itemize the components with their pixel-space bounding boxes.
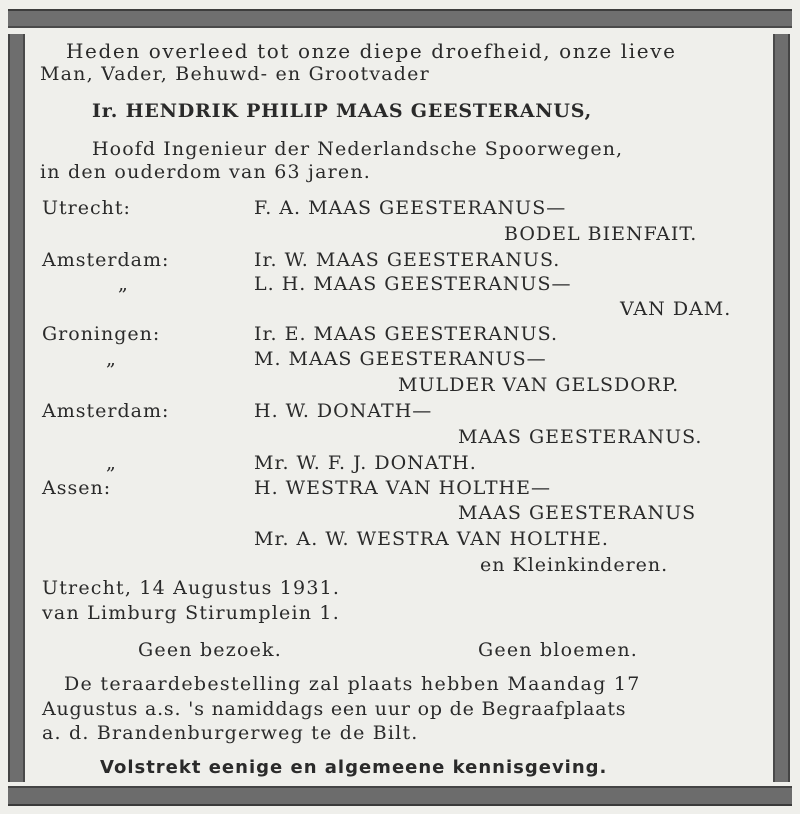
obituary-notice (28, 30, 770, 782)
closing-statement: Volstrekt eenige en algemeene kennisgeving. (100, 757, 608, 778)
relative-name: Ir. E. MAAS GEESTERANUS. (254, 323, 558, 345)
relative-name: Mr. W. F. J. DONATH. (254, 452, 477, 474)
intro-line-2: Man, Vader, Behuwd- en Grootvader (40, 63, 430, 85)
relative-place: „ (106, 348, 117, 370)
relative-name-cont: VAN DAM. (620, 298, 732, 320)
place-date: Utrecht, 14 Augustus 1931. (42, 577, 341, 599)
relative-place: Amsterdam: (42, 400, 170, 422)
relative-name-cont: BODEL BIENFAIT. (504, 223, 698, 245)
address: van Limburg Stirumplein 1. (42, 602, 340, 624)
funeral-line-1: De teraardebestelling zal plaats hebben Maandag 17 (64, 673, 641, 695)
border-top (8, 9, 792, 28)
relative-place: Utrecht: (42, 197, 131, 219)
relative-name: H. WESTRA VAN HOLTHE— (254, 477, 551, 499)
relative-name: Mr. A. W. WESTRA VAN HOLTHE. (254, 528, 609, 550)
funeral-line-2: Augustus a.s. 's namiddags een uur op de Begraafplaats (42, 698, 627, 720)
no-visit-notice: Geen bezoek. (138, 639, 282, 661)
deceased-name: Ir. HENDRIK PHILIP MAAS GEESTERANUS, (92, 100, 593, 122)
border-right (773, 34, 790, 782)
border-left (8, 34, 25, 782)
relative-place: „ (118, 273, 129, 295)
deceased-age: in den ouderdom van 63 jaren. (40, 161, 372, 183)
relative-place: Groningen: (42, 323, 161, 345)
intro-line-1: Heden overleed tot onze diepe droefheid, onze lieve (66, 39, 677, 63)
relative-name: M. MAAS GEESTERANUS— (254, 348, 547, 370)
relative-name: Ir. W. MAAS GEESTERANUS. (254, 249, 561, 271)
relative-name-cont: MAAS GEESTERANUS (458, 502, 697, 524)
no-flowers-notice: Geen bloemen. (478, 639, 639, 661)
border-bottom (8, 786, 792, 806)
relative-name: L. H. MAAS GEESTERANUS— (254, 273, 572, 295)
relative-name-cont: MAAS GEESTERANUS. (458, 426, 703, 448)
relative-name-cont: MULDER VAN GELSDORP. (398, 374, 680, 396)
relative-place: Amsterdam: (42, 249, 170, 271)
deceased-title: Hoofd Ingenieur der Nederlandsche Spoorwegen, (92, 138, 624, 160)
funeral-line-3: a. d. Brandenburgerweg te de Bilt. (42, 722, 419, 744)
grandchildren: en Kleinkinderen. (480, 554, 669, 576)
relative-place: „ (106, 452, 117, 474)
relative-name: H. W. DONATH— (254, 400, 433, 422)
relative-place: Assen: (42, 477, 112, 499)
relative-name: F. A. MAAS GEESTERANUS— (254, 197, 567, 219)
